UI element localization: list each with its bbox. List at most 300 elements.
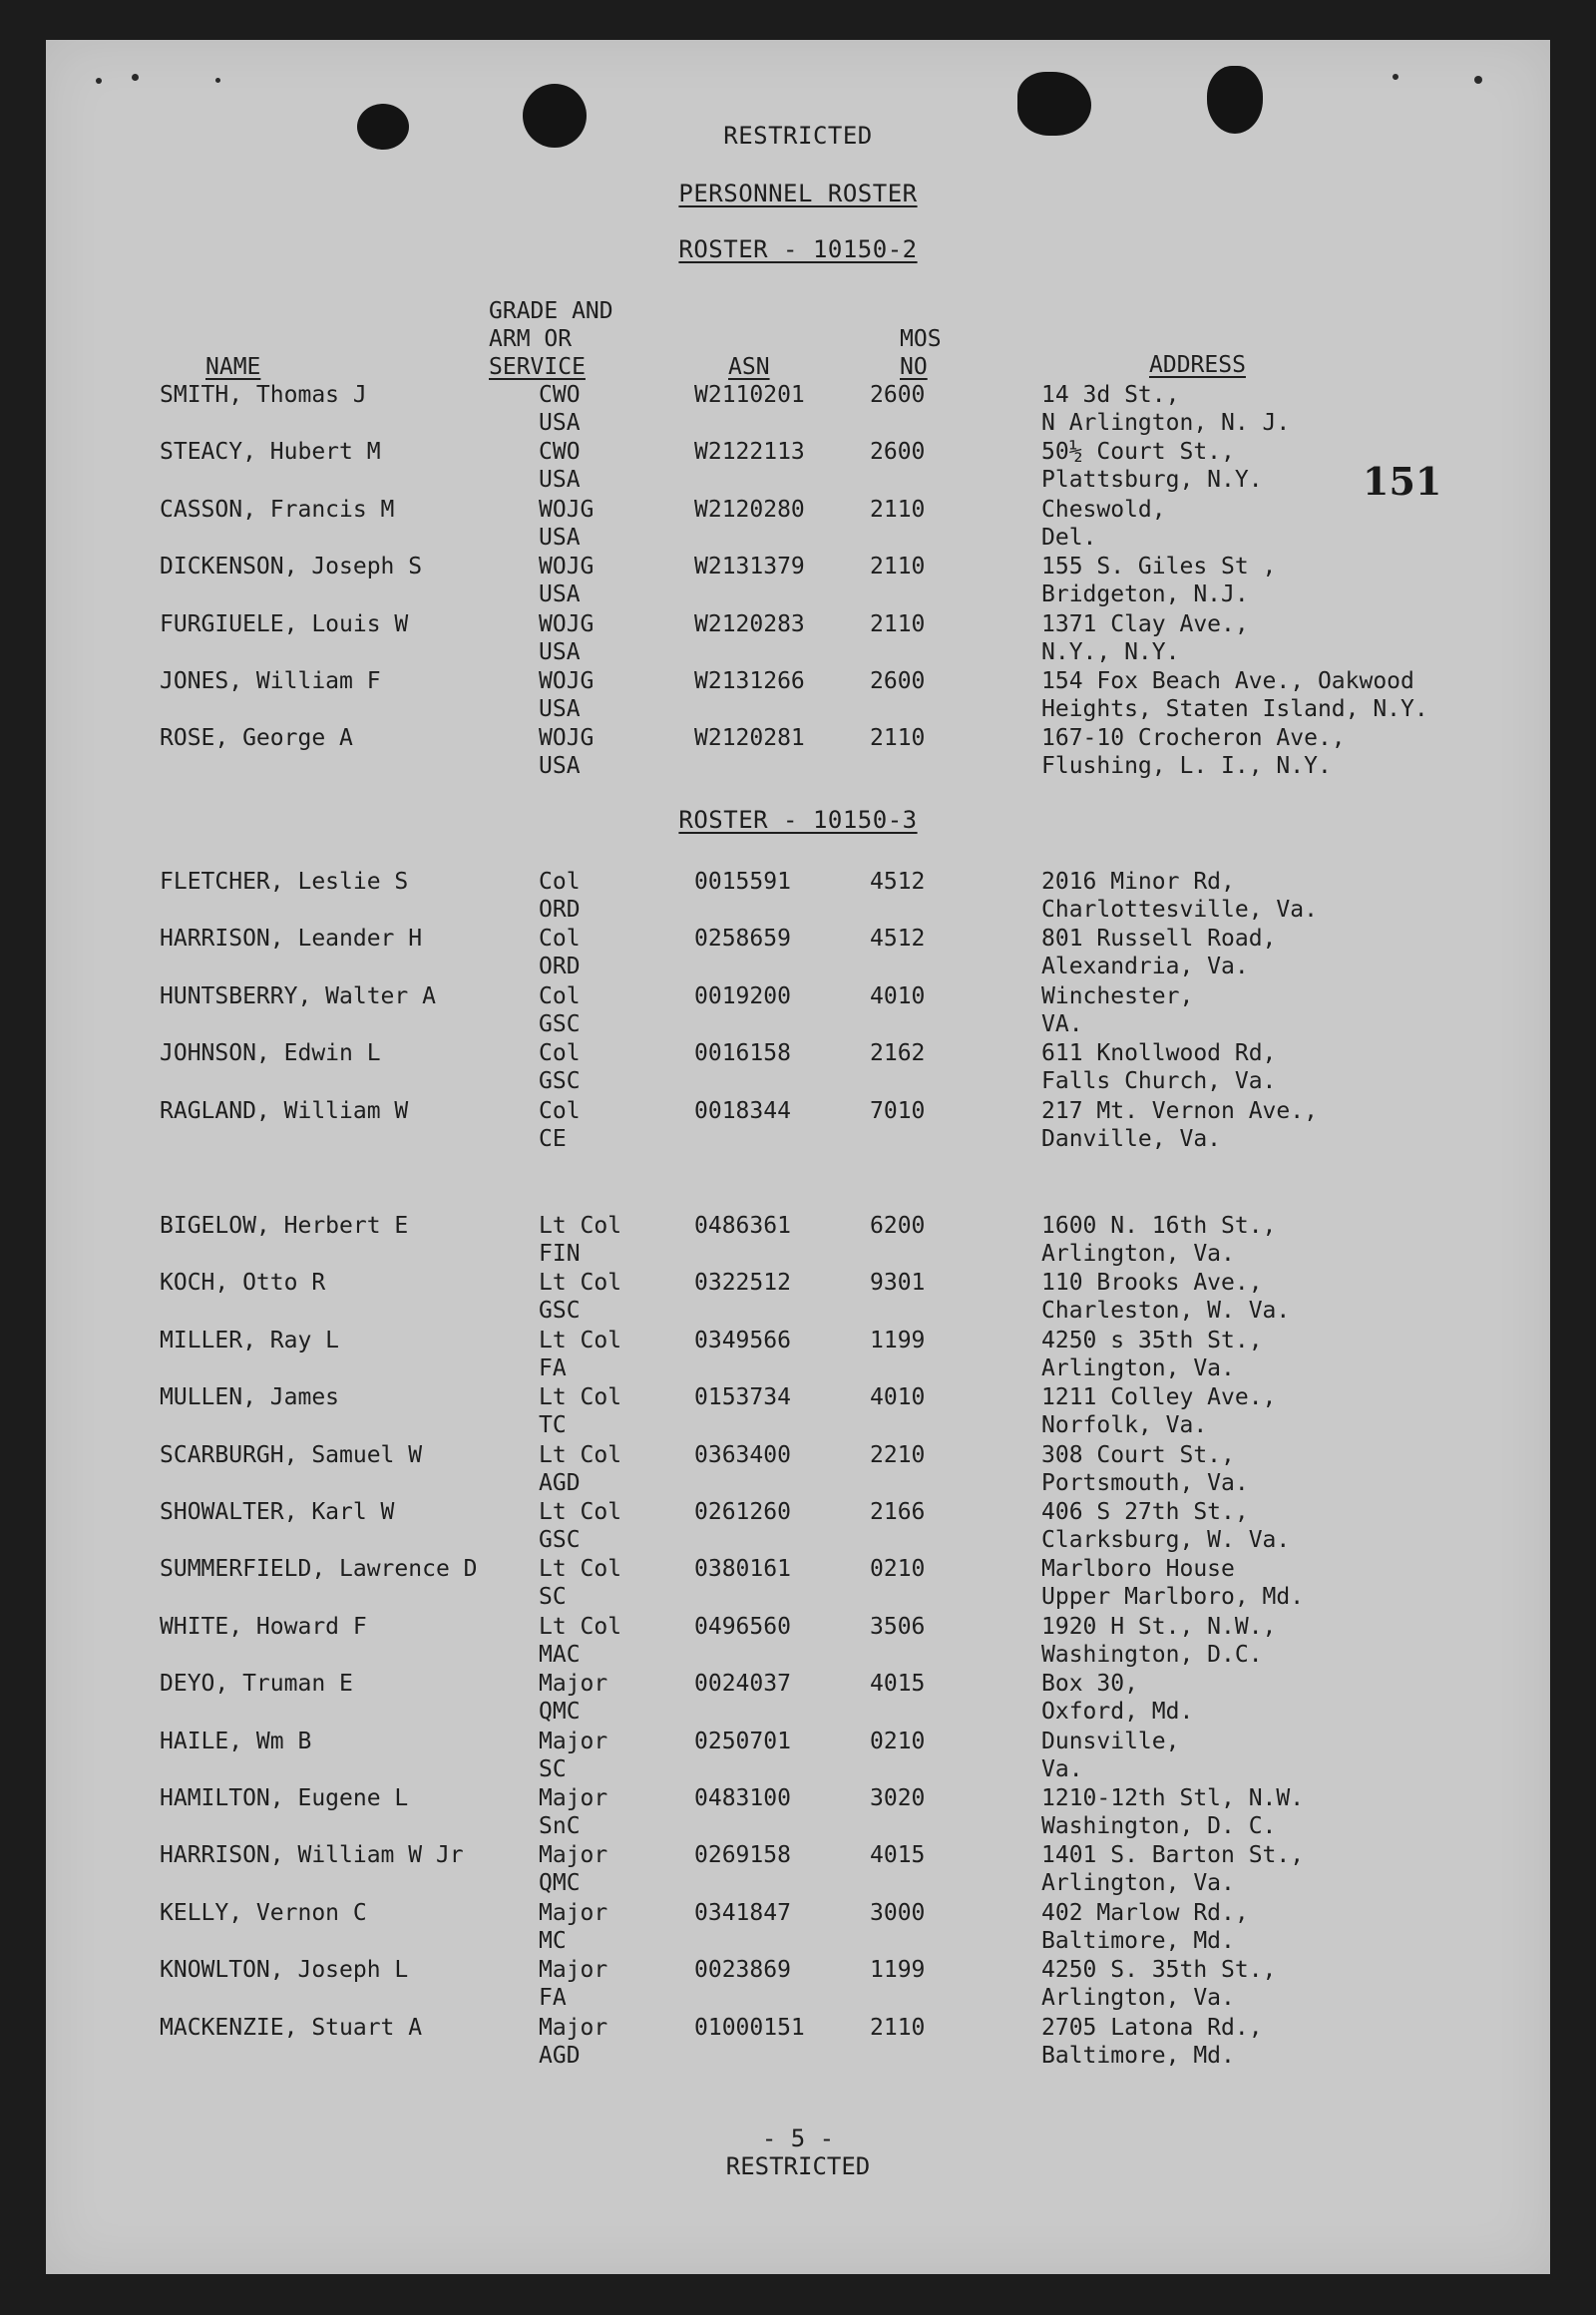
serial-number xyxy=(694,1269,791,1297)
grade-arm-line: QMC xyxy=(539,1699,581,1725)
mos-number xyxy=(870,1383,925,1411)
person-name-line: FLETCHER, Leslie S xyxy=(160,869,409,895)
grade-arm xyxy=(539,553,594,608)
address-line: N Arlington, N. J. xyxy=(1041,410,1291,436)
mos-number-line: 0210 xyxy=(870,1556,926,1582)
person-name-line: SUMMERFIELD, Lawrence D xyxy=(160,1556,478,1582)
mos-number-line: 3020 xyxy=(870,1785,926,1811)
grade-arm xyxy=(539,667,594,723)
grade-arm-line: Col xyxy=(539,1098,581,1124)
address-line: Arlington, Va. xyxy=(1041,1241,1235,1267)
address-line: Washington, D.C. xyxy=(1041,1642,1263,1668)
serial-number-line: 0018344 xyxy=(694,1098,791,1124)
mos-number-line: 4512 xyxy=(870,869,926,895)
person-name xyxy=(160,925,422,953)
address-line: Heights, Staten Island, N.Y. xyxy=(1041,696,1428,722)
person-name-line: FURGIUELE, Louis W xyxy=(160,611,409,637)
mos-number-line: 1199 xyxy=(870,1328,926,1353)
grade-arm xyxy=(539,1097,581,1153)
address-line: 611 Knollwood Rd, xyxy=(1041,1040,1277,1066)
serial-number xyxy=(694,496,805,524)
mos-number-line: 4010 xyxy=(870,983,926,1009)
person-name xyxy=(160,2014,422,2042)
mos-number xyxy=(870,1784,925,1812)
person-name-line: BIGELOW, Herbert E xyxy=(160,1213,409,1239)
address-line: Baltimore, Md. xyxy=(1041,2043,1235,2069)
mos-number-line: 2162 xyxy=(870,1040,926,1066)
person-name-line: CASSON, Francis M xyxy=(160,497,395,523)
roster-row xyxy=(46,1784,1550,1842)
roster-row xyxy=(46,1899,1550,1957)
address-line: Upper Marlboro, Md. xyxy=(1041,1584,1305,1610)
serial-number-line: 0261260 xyxy=(694,1499,791,1525)
serial-number xyxy=(694,2014,805,2042)
roster-row xyxy=(46,724,1550,782)
person-name xyxy=(160,553,422,580)
mos-number xyxy=(870,1728,925,1755)
grade-arm-line: USA xyxy=(539,410,581,436)
roster-row xyxy=(46,1555,1550,1613)
address xyxy=(1041,868,1318,924)
grade-arm-line: GSC xyxy=(539,1011,581,1037)
grade-arm xyxy=(539,1327,621,1382)
address xyxy=(1041,1899,1249,1955)
speck xyxy=(1393,74,1398,80)
mos-number-line: 2210 xyxy=(870,1442,926,1468)
person-name-line: MULLEN, James xyxy=(160,1384,340,1410)
mos-number xyxy=(870,724,925,752)
grade-arm-line: GSC xyxy=(539,1527,581,1553)
person-name xyxy=(160,1498,394,1526)
serial-number xyxy=(694,1327,791,1354)
address xyxy=(1041,1613,1276,1669)
grade-arm xyxy=(539,610,594,666)
mos-number-line: 4015 xyxy=(870,1671,926,1697)
grade-arm-line: MAC xyxy=(539,1642,581,1668)
serial-number xyxy=(694,1784,791,1812)
serial-number-line: 0483100 xyxy=(694,1785,791,1811)
roster-row xyxy=(46,1269,1550,1327)
address xyxy=(1041,1441,1249,1497)
address-line: 1401 S. Barton St., xyxy=(1041,1842,1305,1868)
address xyxy=(1041,1212,1276,1268)
address-line: Charleston, W. Va. xyxy=(1041,1298,1291,1324)
roster-row xyxy=(46,438,1550,496)
mos-number-line: 4015 xyxy=(870,1842,926,1868)
serial-number-line: 0024037 xyxy=(694,1671,791,1697)
mos-number-line: 2110 xyxy=(870,554,926,579)
grade-arm-line: SC xyxy=(539,1584,567,1610)
roster-row xyxy=(46,1670,1550,1728)
mos-number xyxy=(870,610,925,638)
address-line: 1600 N. 16th St., xyxy=(1041,1213,1277,1239)
mos-number xyxy=(870,667,925,695)
person-name-line: DICKENSON, Joseph S xyxy=(160,554,423,579)
person-name xyxy=(160,667,381,695)
grade-arm-line: Lt Col xyxy=(539,1328,622,1353)
grade-arm-line: Lt Col xyxy=(539,1499,622,1525)
address-line: Alexandria, Va. xyxy=(1041,954,1249,979)
grade-arm-line: SC xyxy=(539,1756,567,1782)
mos-number-line: 3000 xyxy=(870,1900,926,1926)
person-name xyxy=(160,1956,408,1984)
person-name-line: KOCH, Otto R xyxy=(160,1270,326,1296)
serial-number xyxy=(694,1555,791,1583)
person-name xyxy=(160,1728,311,1755)
grade-arm-line: AGD xyxy=(539,2043,581,2069)
serial-number xyxy=(694,610,805,638)
grade-arm xyxy=(539,724,594,780)
roster-row xyxy=(46,1841,1550,1899)
address-line: Washington, D. C. xyxy=(1041,1813,1277,1839)
address-line: 402 Marlow Rd., xyxy=(1041,1900,1249,1926)
grade-arm-line: Col xyxy=(539,869,581,895)
mos-number xyxy=(870,1498,925,1526)
serial-number xyxy=(694,1039,791,1067)
roster-row xyxy=(46,1498,1550,1556)
grade-arm-line: Lt Col xyxy=(539,1614,622,1640)
speck xyxy=(1474,76,1482,84)
address-line: Baltimore, Md. xyxy=(1041,1928,1235,1954)
address xyxy=(1041,381,1290,437)
grade-arm-line: CWO xyxy=(539,382,581,408)
address xyxy=(1041,1327,1263,1382)
address-line: 14 3d St., xyxy=(1041,382,1180,408)
mos-number-line: 2110 xyxy=(870,611,926,637)
person-name xyxy=(160,868,408,896)
grade-arm-line: USA xyxy=(539,696,581,722)
address-line: Norfolk, Va. xyxy=(1041,1412,1208,1438)
address xyxy=(1041,1498,1290,1554)
grade-arm-line: USA xyxy=(539,525,581,551)
grade-arm xyxy=(539,1383,621,1439)
serial-number-line: W2120283 xyxy=(694,611,805,637)
grade-arm xyxy=(539,1956,607,2012)
person-name-line: HARRISON, Leander H xyxy=(160,926,423,952)
grade-arm xyxy=(539,982,581,1038)
page-title: PERSONNEL ROSTER xyxy=(678,180,918,207)
serial-number xyxy=(694,925,791,953)
serial-number-line: 0019200 xyxy=(694,983,791,1009)
serial-number xyxy=(694,1097,791,1125)
address-line: 308 Court St., xyxy=(1041,1442,1235,1468)
address-line: 1371 Clay Ave., xyxy=(1041,611,1249,637)
person-name xyxy=(160,1841,464,1869)
person-name xyxy=(160,1613,367,1641)
grade-arm-line: FA xyxy=(539,1985,567,2011)
grade-header: GRADE AND ARM OR SERVICE xyxy=(489,298,613,380)
mos-number-line: 2110 xyxy=(870,497,926,523)
person-name-line: STEACY, Hubert M xyxy=(160,439,381,465)
address xyxy=(1041,1097,1318,1153)
serial-number-line: W2131266 xyxy=(694,668,805,694)
grade-arm-line: Col xyxy=(539,983,581,1009)
address-line: VA. xyxy=(1041,1011,1083,1037)
serial-number-line: 0380161 xyxy=(694,1556,791,1582)
roster-row xyxy=(46,667,1550,725)
person-name-line: JONES, William F xyxy=(160,668,381,694)
address-line: Cheswold, xyxy=(1041,497,1166,523)
mos-number xyxy=(870,868,925,896)
mos-number xyxy=(870,1899,925,1927)
roster-row xyxy=(46,1613,1550,1671)
grade-arm-line: USA xyxy=(539,753,581,779)
address-header: ADDRESS xyxy=(1149,352,1246,378)
section-title: ROSTER - 10150-3 xyxy=(678,806,918,834)
serial-number-line: 0258659 xyxy=(694,926,791,952)
address xyxy=(1041,1956,1276,2012)
person-name-line: ROSE, George A xyxy=(160,725,353,751)
speck xyxy=(132,74,139,81)
roster-row xyxy=(46,1441,1550,1499)
grade-arm xyxy=(539,1670,607,1726)
address xyxy=(1041,1039,1276,1095)
mos-number xyxy=(870,553,925,580)
serial-number xyxy=(694,1212,791,1240)
mos-number-line: 2166 xyxy=(870,1499,926,1525)
person-name xyxy=(160,496,394,524)
mos-number-line: 0210 xyxy=(870,1729,926,1754)
grade-arm-line: GSC xyxy=(539,1068,581,1094)
serial-number xyxy=(694,1670,791,1698)
serial-number xyxy=(694,381,805,409)
grade-arm-line: GSC xyxy=(539,1298,581,1324)
person-name xyxy=(160,1441,422,1469)
roster-row xyxy=(46,381,1550,439)
address xyxy=(1041,724,1346,780)
mos-number xyxy=(870,925,925,953)
grade-arm-line: WOJG xyxy=(539,668,595,694)
mos-number xyxy=(870,1613,925,1641)
address-line: Clarksburg, W. Va. xyxy=(1041,1527,1291,1553)
serial-number-line: 0486361 xyxy=(694,1213,791,1239)
serial-number xyxy=(694,438,805,466)
serial-number xyxy=(694,1441,791,1469)
address-line: N.Y., N.Y. xyxy=(1041,639,1180,665)
address-line: 1920 H St., N.W., xyxy=(1041,1614,1277,1640)
stamped-page-number: 151 xyxy=(1363,459,1442,504)
mos-number xyxy=(870,496,925,524)
address xyxy=(1041,1269,1290,1325)
person-name-line: HARRISON, William W Jr xyxy=(160,1842,464,1868)
grade-arm xyxy=(539,1039,581,1095)
address-line: 155 S. Giles St , xyxy=(1041,554,1277,579)
address xyxy=(1041,438,1263,494)
person-name xyxy=(160,1269,325,1297)
address-line: 50½ Court St., xyxy=(1041,439,1235,465)
address xyxy=(1041,2014,1263,2070)
address-line: Arlington, Va. xyxy=(1041,1985,1235,2011)
mos-number xyxy=(870,982,925,1010)
person-name xyxy=(160,1212,408,1240)
mos-number-line: 3506 xyxy=(870,1614,926,1640)
serial-number-line: 0349566 xyxy=(694,1328,791,1353)
grade-arm-line: Major xyxy=(539,1729,608,1754)
serial-number-line: 0015591 xyxy=(694,869,791,895)
address xyxy=(1041,1670,1193,1726)
serial-number xyxy=(694,1899,791,1927)
grade-arm-line: FIN xyxy=(539,1241,581,1267)
address-line: Arlington, Va. xyxy=(1041,1870,1235,1896)
address-line: 2016 Minor Rd, xyxy=(1041,869,1235,895)
grade-arm-line: Col xyxy=(539,926,581,952)
grade-arm-line: Lt Col xyxy=(539,1556,622,1582)
grade-arm xyxy=(539,1899,607,1955)
grade-arm-line: USA xyxy=(539,639,581,665)
roster-row xyxy=(46,496,1550,554)
mos-number xyxy=(870,1269,925,1297)
mos-number xyxy=(870,1212,925,1240)
address-line: 801 Russell Road, xyxy=(1041,926,1277,952)
grade-arm xyxy=(539,1498,621,1554)
person-name xyxy=(160,1383,339,1411)
grade-arm-line: USA xyxy=(539,581,581,607)
grade-arm-line: WOJG xyxy=(539,497,595,523)
mos-number-line: 4512 xyxy=(870,926,926,952)
person-name-line: MACKENZIE, Stuart A xyxy=(160,2015,423,2041)
person-name-line: HUNTSBERRY, Walter A xyxy=(160,983,436,1009)
serial-number-line: W2122113 xyxy=(694,439,805,465)
grade-arm-line: Major xyxy=(539,1671,608,1697)
person-name-line: KELLY, Vernon C xyxy=(160,1900,367,1926)
mos-number-line: 2600 xyxy=(870,439,926,465)
mos-number-line: 9301 xyxy=(870,1270,926,1296)
serial-number-line: 0023869 xyxy=(694,1957,791,1983)
serial-number-line: 0016158 xyxy=(694,1040,791,1066)
section-title: ROSTER - 10150-2 xyxy=(678,235,918,263)
mos-number-line: 2600 xyxy=(870,382,926,408)
serial-number-line: W2131379 xyxy=(694,554,805,579)
person-name-line: SMITH, Thomas J xyxy=(160,382,367,408)
mos-number xyxy=(870,1956,925,1984)
address-line: Danville, Va. xyxy=(1041,1126,1222,1152)
person-name xyxy=(160,1784,408,1812)
grade-arm xyxy=(539,1613,621,1669)
roster-row xyxy=(46,610,1550,668)
address-line: Box 30, xyxy=(1041,1671,1138,1697)
address-line: 217 Mt. Vernon Ave., xyxy=(1041,1098,1318,1124)
mos-number xyxy=(870,1670,925,1698)
serial-number xyxy=(694,1613,791,1641)
serial-number-line: 0250701 xyxy=(694,1729,791,1754)
page-number: - 5 - xyxy=(761,2124,835,2152)
address xyxy=(1041,610,1249,666)
person-name-line: JOHNSON, Edwin L xyxy=(160,1040,381,1066)
grade-arm xyxy=(539,1212,621,1268)
serial-number-line: 0363400 xyxy=(694,1442,791,1468)
mos-number-line: 2600 xyxy=(870,668,926,694)
grade-arm-line: Col xyxy=(539,1040,581,1066)
grade-arm-line: Major xyxy=(539,1842,608,1868)
mos-number xyxy=(870,1097,925,1125)
mos-number-line: 6200 xyxy=(870,1213,926,1239)
grade-arm-line: WOJG xyxy=(539,725,595,751)
grade-arm-line: TC xyxy=(539,1412,567,1438)
serial-number-line: 0496560 xyxy=(694,1614,791,1640)
person-name-line: HAMILTON, Eugene L xyxy=(160,1785,409,1811)
mos-number-line: 7010 xyxy=(870,1098,926,1124)
roster-row xyxy=(46,1212,1550,1270)
mos-number xyxy=(870,1555,925,1583)
address-line: Falls Church, Va. xyxy=(1041,1068,1277,1094)
serial-number xyxy=(694,1383,791,1411)
serial-number xyxy=(694,1841,791,1869)
person-name xyxy=(160,438,381,466)
roster-row xyxy=(46,1039,1550,1097)
grade-arm-line: QMC xyxy=(539,1870,581,1896)
grade-arm xyxy=(539,1269,621,1325)
address-line: Plattsburg, N.Y. xyxy=(1041,467,1263,493)
address-line: Va. xyxy=(1041,1756,1083,1782)
serial-number-line: 0269158 xyxy=(694,1842,791,1868)
mos-number-line: 2110 xyxy=(870,725,926,751)
mos-number xyxy=(870,2014,925,2042)
serial-number-line: W2110201 xyxy=(694,382,805,408)
serial-number-line: 0153734 xyxy=(694,1384,791,1410)
mos-number xyxy=(870,1841,925,1869)
grade-arm xyxy=(539,1784,607,1840)
address-line: 1210-12th Stl, N.W. xyxy=(1041,1785,1305,1811)
roster-row xyxy=(46,1383,1550,1441)
address xyxy=(1041,1555,1304,1611)
serial-number xyxy=(694,982,791,1010)
person-name xyxy=(160,982,436,1010)
address-line: Bridgeton, N.J. xyxy=(1041,581,1249,607)
grade-arm-line: ORD xyxy=(539,897,581,923)
person-name-line: HAILE, Wm B xyxy=(160,1729,312,1754)
roster-row xyxy=(46,1097,1550,1155)
address-line: Del. xyxy=(1041,525,1097,551)
address-line: 4250 S. 35th St., xyxy=(1041,1957,1277,1983)
person-name xyxy=(160,610,408,638)
grade-arm-line: WOJG xyxy=(539,611,595,637)
address xyxy=(1041,553,1276,608)
person-name xyxy=(160,381,367,409)
address-line: 110 Brooks Ave., xyxy=(1041,1270,1263,1296)
person-name xyxy=(160,1899,367,1927)
grade-arm xyxy=(539,868,581,924)
roster-row xyxy=(46,925,1550,982)
address-line: 2705 Latona Rd., xyxy=(1041,2015,1263,2041)
person-name xyxy=(160,1555,478,1583)
grade-arm xyxy=(539,1728,607,1783)
address-line: 406 S 27th St., xyxy=(1041,1499,1249,1525)
mos-header: MOS NO xyxy=(900,326,942,380)
grade-arm-line: AGD xyxy=(539,1470,581,1496)
speck xyxy=(96,78,102,84)
roster-row xyxy=(46,2014,1550,2072)
address-line: Arlington, Va. xyxy=(1041,1355,1235,1381)
grade-arm xyxy=(539,1441,621,1497)
roster-row xyxy=(46,1956,1550,2014)
name-header: NAME xyxy=(205,354,261,380)
serial-number xyxy=(694,1728,791,1755)
person-name-line: WHITE, Howard F xyxy=(160,1614,367,1640)
roster-row xyxy=(46,553,1550,610)
serial-number xyxy=(694,667,805,695)
mos-number-line: 1199 xyxy=(870,1957,926,1983)
address-line: Dunsville, xyxy=(1041,1729,1180,1754)
person-name xyxy=(160,1327,339,1354)
mos-number xyxy=(870,1327,925,1354)
address xyxy=(1041,1841,1304,1897)
serial-number-line: 0341847 xyxy=(694,1900,791,1926)
grade-arm-line: MC xyxy=(539,1928,567,1954)
person-name xyxy=(160,1039,381,1067)
serial-number xyxy=(694,553,805,580)
address-line: 167-10 Crocheron Ave., xyxy=(1041,725,1346,751)
address xyxy=(1041,1728,1179,1783)
